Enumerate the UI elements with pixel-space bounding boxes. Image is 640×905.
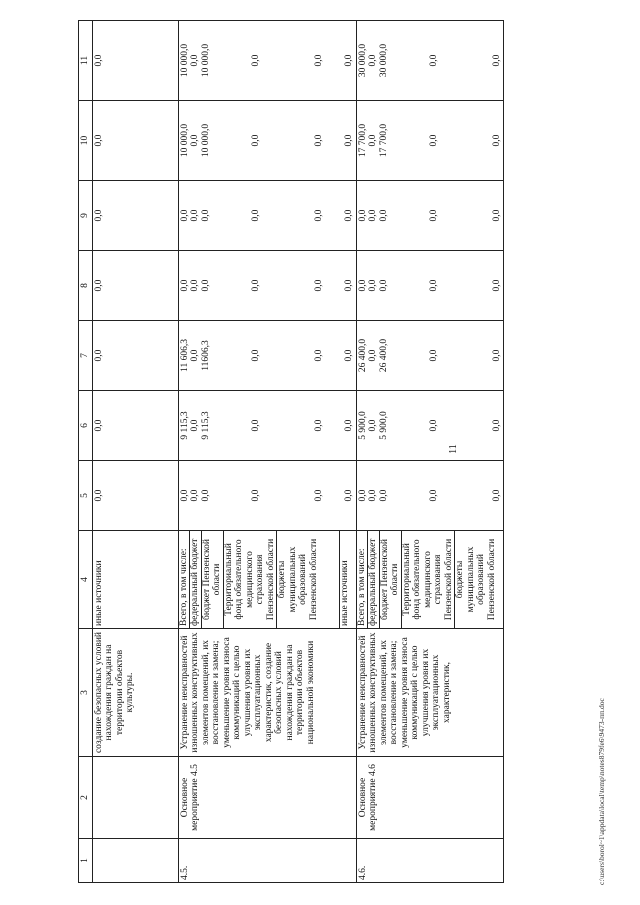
value-cell: 0,0 <box>92 391 178 461</box>
value-cell: 0,0 <box>313 279 324 292</box>
header-cell: 9 <box>79 181 93 251</box>
value-cell: 0,0 <box>357 209 368 222</box>
value-cell: 0,0 <box>200 209 211 222</box>
value-cell: 0,0 <box>429 209 439 222</box>
value-cell: 0,0 <box>251 209 261 222</box>
sources-cell <box>178 531 356 629</box>
value-cell: 26 400,0 <box>357 338 368 373</box>
source-label: федеральный бюджет <box>367 531 379 628</box>
value-cell: 0,0 <box>344 489 354 502</box>
values-col-7 <box>356 321 504 391</box>
value-cell: 0,0 <box>251 489 261 502</box>
values-col-8 <box>178 251 356 321</box>
value-cell: 0,0 <box>429 489 439 502</box>
measure-name: Основное мероприятие 4.6 <box>356 757 504 839</box>
value-cell: 0,0 <box>491 209 502 222</box>
value-cell: 0,0 <box>368 349 378 362</box>
value-cell: 0,0 <box>92 321 178 391</box>
measure-name: Основное мероприятие 4.5 <box>178 757 356 839</box>
source-label: бюджет Пензенской области <box>201 531 223 628</box>
values-col-5 <box>356 461 504 531</box>
value-cell: 0,0 <box>190 489 200 502</box>
row-number: 4.5. <box>178 839 356 883</box>
value-cell: 10 000,0 <box>200 123 211 158</box>
values-col-10 <box>356 101 504 181</box>
value-cell: 0,0 <box>179 209 190 222</box>
source-label: федеральный бюджет <box>189 531 201 628</box>
value-cell: 0,0 <box>429 419 439 432</box>
value-cell: 0,0 <box>368 489 378 502</box>
header-cell: 2 <box>79 757 93 839</box>
value-cell: 0,0 <box>344 134 354 147</box>
value-cell: 5 900,0 <box>378 411 389 440</box>
value-cell: 0,0 <box>368 134 378 147</box>
value-cell: 0,0 <box>251 349 261 362</box>
value-cell: 0,0 <box>313 489 324 502</box>
source-label: бюджет Пензенской области <box>379 531 401 628</box>
value-cell: 0,0 <box>368 209 378 222</box>
source-label: иные источники <box>339 531 351 628</box>
value-cell: 0,0 <box>251 419 261 432</box>
value-cell: 0,0 <box>344 419 354 432</box>
value-cell: 30 000,0 <box>378 43 389 78</box>
source-label: Территориальный фонд обязательного медицинского страхования Пензенской области <box>223 531 277 628</box>
value-cell: 0,0 <box>429 279 439 292</box>
value-cell: 0,0 <box>491 349 502 362</box>
value-cell: 0,0 <box>344 54 354 67</box>
value-cell: 0,0 <box>92 251 178 321</box>
value-cell: 0,0 <box>344 349 354 362</box>
header-cell: 11 <box>79 21 93 101</box>
table-row <box>178 21 356 883</box>
value-cell: 10 000,0 <box>200 43 211 78</box>
header-cell: 4 <box>79 531 93 629</box>
value-cell: 0,0 <box>190 279 200 292</box>
value-cell: 0,0 <box>92 461 178 531</box>
value-cell: 10 000,0 <box>179 43 190 78</box>
value-cell: 0,0 <box>313 209 324 222</box>
description-cell: Устранение неисправностей изношенных конструктивных элементов помещений, их восстановление и замена; уменьшение уровня износа коммуникаций с целью улучшения уровня их эксплуатационных характеристик, <box>356 629 504 757</box>
header-cell: 5 <box>79 461 93 531</box>
values-col-7 <box>178 321 356 391</box>
value-cell: 0,0 <box>368 54 378 67</box>
value-cell: 11606,3 <box>200 340 211 371</box>
value-cell: 0,0 <box>92 21 178 101</box>
value-cell: 0,0 <box>200 489 211 502</box>
header-cell: 10 <box>79 101 93 181</box>
value-cell: 0,0 <box>429 54 439 67</box>
header-cell: 6 <box>79 391 93 461</box>
value-cell: 26 400,0 <box>378 338 389 373</box>
value-cell: 0,0 <box>313 134 324 147</box>
value-cell: 10 000,0 <box>179 123 190 158</box>
description-cell: создание безопасных условий нахождения граждан на территории объектов культуры. <box>92 629 178 757</box>
value-cell: 0,0 <box>251 279 261 292</box>
row-number: 4.6. <box>356 839 504 883</box>
value-cell: 0,0 <box>190 209 200 222</box>
value-cell: 0,0 <box>200 279 211 292</box>
value-cell: 11 606,3 <box>179 339 190 372</box>
source-label: Всего, в том числе: <box>356 548 367 626</box>
value-cell: 0,0 <box>313 349 324 362</box>
value-cell: 0,0 <box>491 134 502 147</box>
value-cell: 17 700,0 <box>378 123 389 158</box>
value-cell: 0,0 <box>179 279 190 292</box>
value-cell: 0,0 <box>429 134 439 147</box>
source-label: бюджеты муниципальных образований Пензенской области <box>454 531 497 628</box>
values-col-8 <box>356 251 504 321</box>
value-cell: 0,0 <box>190 134 200 147</box>
value-cell: 0,0 <box>190 419 200 432</box>
sources-cell <box>356 531 504 629</box>
value-cell: 0,0 <box>368 419 378 432</box>
source-cell: иные источники <box>92 531 178 629</box>
header-cell: 7 <box>79 321 93 391</box>
value-cell: 0,0 <box>251 134 261 147</box>
values-col-6 <box>178 391 356 461</box>
source-label: Территориальный фонд обязательного медицинского страхования Пензенской области <box>401 531 455 628</box>
value-cell: 0,0 <box>179 489 190 502</box>
header-cell: 3 <box>79 629 93 757</box>
value-cell: 0,0 <box>92 181 178 251</box>
funding-table <box>78 20 504 883</box>
value-cell: 0,0 <box>368 279 378 292</box>
value-cell: 0,0 <box>344 209 354 222</box>
value-cell: 5 900,0 <box>357 411 368 440</box>
values-col-11 <box>178 21 356 101</box>
file-path-footer: c:\users\borol~1\appdata\local\temp\notes879fe6\9473-пп.doc <box>597 698 606 885</box>
value-cell: 0,0 <box>357 279 368 292</box>
value-cell: 0,0 <box>378 279 389 292</box>
description-cell: Устранение неисправностей изношенных конструктивных элементов помещений, их восстановление и замена; уменьшение уровня износа коммуникаций с целью улучшения уровня их эксплуатационных характеристик, создание безопасных условий нахождения граждан на территории объектов национальной экономики <box>178 629 356 757</box>
value-cell: 0,0 <box>344 279 354 292</box>
values-col-6 <box>356 391 504 461</box>
values-col-9 <box>178 181 356 251</box>
values-col-10 <box>178 101 356 181</box>
value-cell: 9 115,3 <box>200 411 211 440</box>
header-cell: 8 <box>79 251 93 321</box>
table-row <box>356 21 504 883</box>
value-cell: 0,0 <box>378 209 389 222</box>
value-cell: 9 115,3 <box>179 411 190 440</box>
source-label: бюджеты муниципальных образований Пензенской области <box>276 531 339 628</box>
values-col-5 <box>178 461 356 531</box>
value-cell: 0,0 <box>491 54 502 67</box>
value-cell: 0,0 <box>190 349 200 362</box>
value-cell: 0,0 <box>357 489 368 502</box>
value-cell: 0,0 <box>491 419 502 432</box>
value-cell: 0,0 <box>378 489 389 502</box>
value-cell: 0,0 <box>313 54 324 67</box>
value-cell: 30 000,0 <box>357 43 368 78</box>
value-cell: 0,0 <box>313 419 324 432</box>
value-cell: 0,0 <box>92 101 178 181</box>
value-cell: 0,0 <box>190 54 200 67</box>
value-cell: 0,0 <box>429 349 439 362</box>
value-cell: 0,0 <box>491 489 502 502</box>
header-cell: 1 <box>79 839 93 883</box>
value-cell: 0,0 <box>491 279 502 292</box>
header-row <box>79 21 93 883</box>
value-cell: 17 700,0 <box>357 123 368 158</box>
values-col-9 <box>356 181 504 251</box>
table-row-continued <box>92 21 178 883</box>
page-number: 11 <box>448 444 459 454</box>
source-label: Всего, в том числе: <box>178 548 189 626</box>
values-col-11 <box>356 21 504 101</box>
value-cell: 0,0 <box>251 54 261 67</box>
